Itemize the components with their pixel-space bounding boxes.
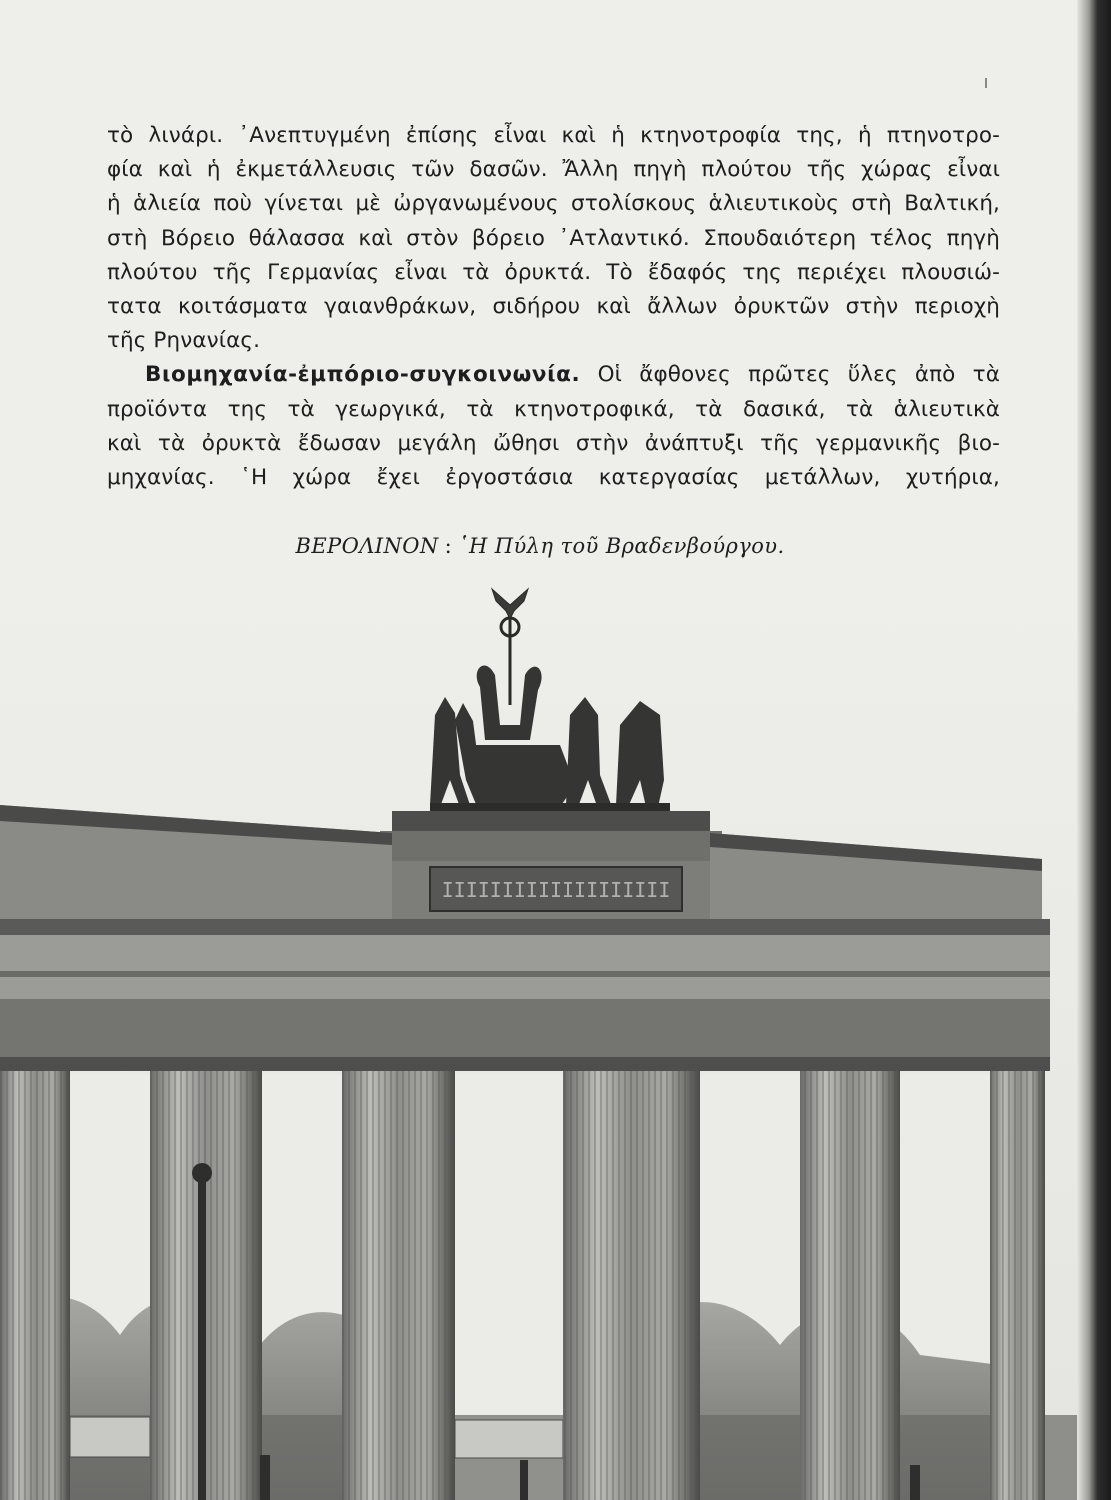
gate-entablature	[0, 919, 1050, 1071]
photo-caption	[0, 534, 1080, 558]
print-mark	[985, 78, 987, 88]
text-line: προϊόντα της τὰ γεωργικά, τὰ κτηνοτροφικά, τὰ δασικά, τὰ ἁλιευτικὰ	[107, 396, 1000, 422]
caption-place: ΒΕΡΟΛΙΝΟΝ	[295, 534, 439, 558]
caption-title: ῾Η Πύλη τοῦ Βραδενβούργου.	[458, 534, 785, 558]
section-first-line-text: Οἱ ἄφθονες πρῶτες ὕλες ἀπὸ τὰ	[597, 362, 1000, 388]
section-first-line	[107, 358, 1000, 392]
brandenburg-gate-photo	[0, 575, 1077, 1500]
text-line: μηχανίας. ῾Η χώρα ἔχει ἐργοστάσια κατεργασίας μετάλλων, χυτήρια,	[107, 464, 1000, 490]
text-line: τατα κοιτάσματα γαιανθράκων, σιδήρου καὶ ἄλλων ὀρυκτῶν στὴν περιοχὴ	[107, 293, 1000, 319]
text-line: καὶ τὰ ὀρυκτὰ ἔδωσαν μεγάλη ὤθησι στὴν ἀνάπτυξι τῆς γερμανικῆς βιο-	[107, 430, 1000, 456]
text-line: ἡ ἁλιεία ποὺ γίνεται μὲ ὠργανωμένους στολίσκους ἁλιευτικοὺς στὴ Βαλτική,	[107, 191, 1000, 217]
section-heading: Βιομηχανία-ἐμπόριο-συγκοινωνία.	[145, 362, 581, 388]
text-line: φία καὶ ἡ ἐκμετάλλευσις τῶν δασῶν. Ἄλλη πηγὴ πλούτου τῆς χώρας εἶναι	[107, 157, 1000, 183]
caption-separator: :	[444, 534, 453, 558]
text-line: τῆς Ρηνανίας.	[107, 328, 261, 354]
body-text	[107, 119, 1000, 495]
text-line: τὸ λινάρι. ᾿Ανεπτυγμένη ἐπίσης εἶναι καὶ ἡ κτηνοτροφία της, ἡ πτηνοτρο-	[107, 123, 1000, 148]
text-line: πλούτου τῆς Γερμανίας εἶναι τὰ ὀρυκτά. Τὸ ἔδαφός της περιέχει πλουσιώ-	[107, 259, 1000, 285]
book-binding-edge	[1077, 0, 1111, 1500]
gate-attic	[380, 811, 722, 919]
gate-frieze-text: ΙΙΙΙΙΙΙΙΙΙΙΙΙΙΙΙΙΙΙ	[441, 878, 671, 902]
text-line: στὴ Βόρειο θάλασσα καὶ στὸν βόρειο ᾿Ατλαντικό. Σπουδαιότερη τέλος πηγὴ	[107, 225, 1000, 251]
